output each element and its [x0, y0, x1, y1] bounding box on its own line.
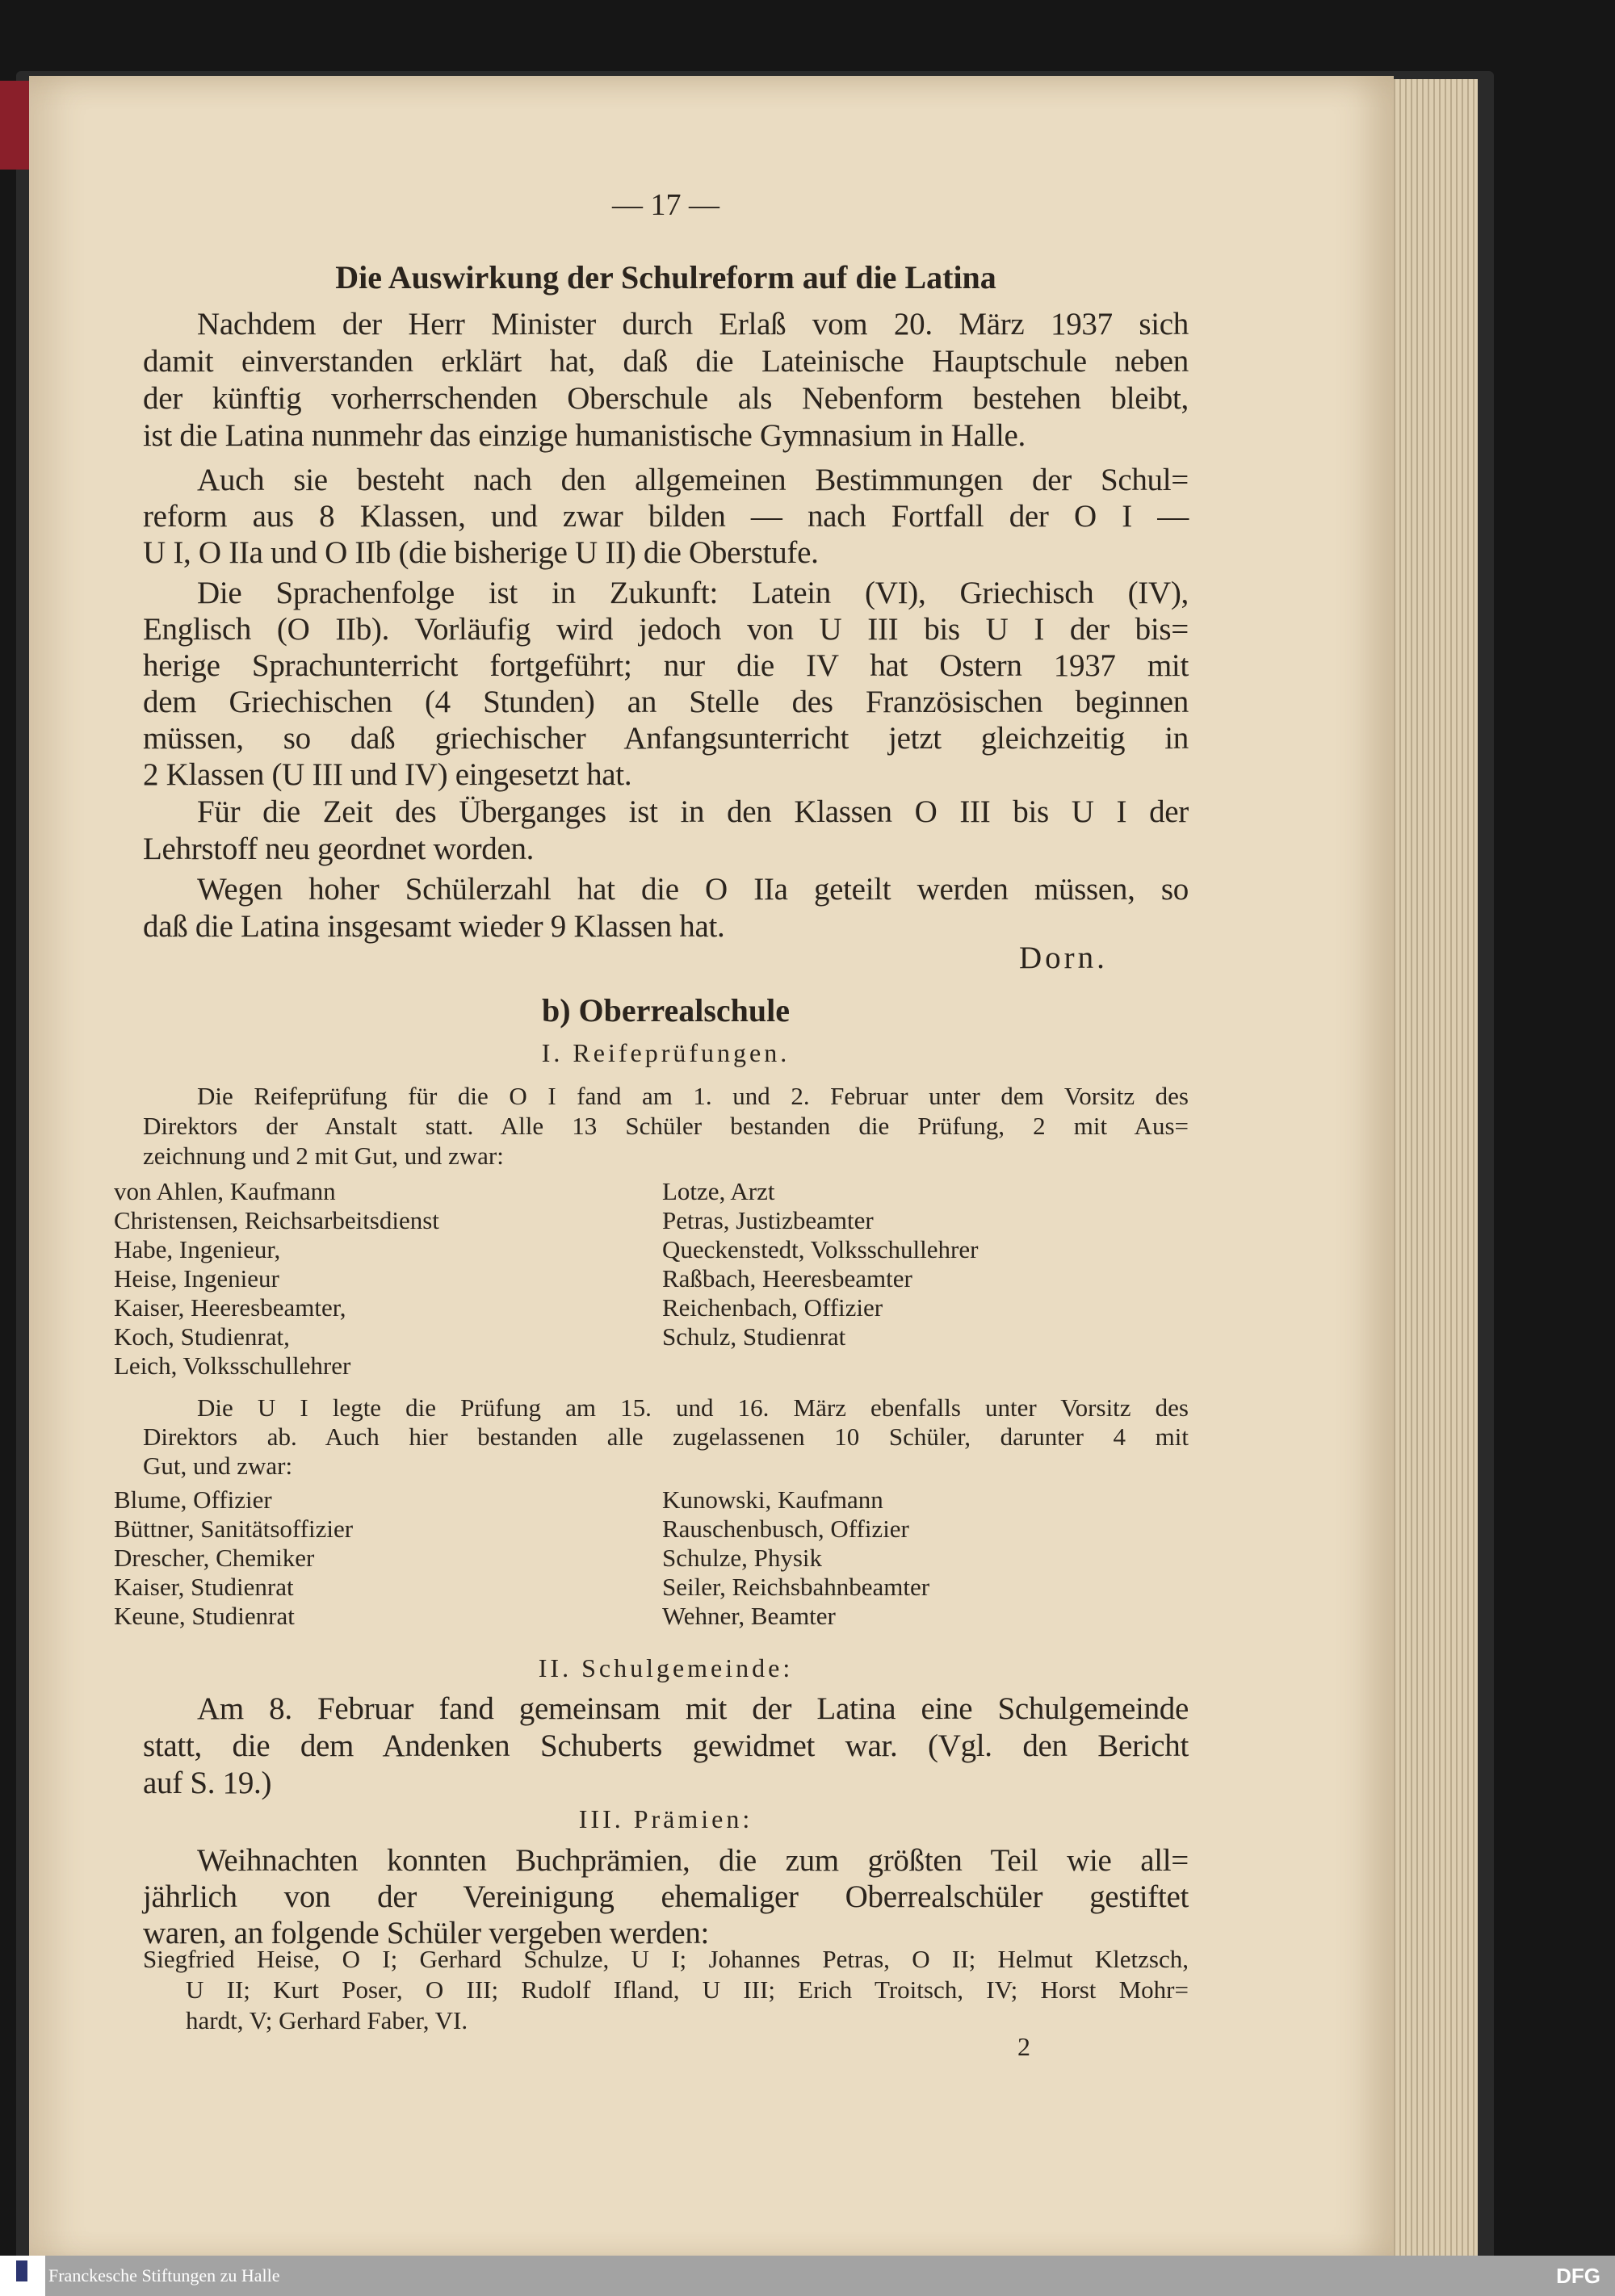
prize-list-line: hardt, V; Gerhard Faber, VI. [186, 2006, 468, 2034]
graduate-list-item: Reichenbach, Offizier [662, 1293, 883, 1322]
graduate-list-item: Koch, Studienrat, [114, 1322, 290, 1351]
prize-list-line: Siegfried Heise, O I; Gerhard Schulze, U I; Johannes Petras, O II; Helmut Kletzsch, [143, 1945, 1189, 1973]
paragraph-line: Für die Zeit des Überganges ist in den Klassen O III bis U I der [197, 794, 1189, 829]
graduate-list-item: Seiler, Reichsbahnbeamter [662, 1573, 930, 1601]
signature-mark: 2 [1017, 2032, 1030, 2061]
footer-bar [0, 2256, 1615, 2296]
graduate-list-item: Wehner, Beamter [662, 1602, 836, 1630]
paragraph-line: Weihnachten konnten Buchprämien, die zum größten Teil wie all= [197, 1843, 1189, 1878]
small-paragraph-line: zeichnung und 2 mit Gut, und zwar: [143, 1142, 504, 1170]
graduate-list-item: Schulz, Studienrat [662, 1322, 846, 1351]
graduate-list-item: Christensen, Reichsarbeitsdienst [114, 1206, 439, 1234]
paragraph-line: Englisch (O IIb). Vorläufig wird jedoch von U III bis U I der bis= [143, 612, 1189, 647]
book-page [29, 76, 1394, 2265]
paragraph-line: Lehrstoff neu geordnet worden. [143, 832, 535, 866]
graduate-list-item: Drescher, Chemiker [114, 1544, 315, 1572]
paragraph-line: ist die Latina nunmehr das einzige humanistische Gymnasium in Halle. [143, 418, 1026, 453]
graduate-list-item: Lotze, Arzt [662, 1177, 775, 1205]
graduate-list-item: Blume, Offizier [114, 1485, 272, 1514]
institution-name: Franckesche Stiftungen zu Halle [48, 2265, 280, 2286]
small-paragraph-line: Die U I legte die Prüfung am 15. und 16. März ebenfalls unter Vorsitz des [197, 1393, 1189, 1422]
paragraph-line: 2 Klassen (U III und IV) eingesetzt hat. [143, 757, 632, 792]
paragraph-line: dem Griechischen (4 Stunden) an Stelle des Französischen beginnen [143, 685, 1189, 719]
paragraph-line: herige Sprachunterricht fortgeführt; nur die IV hat Ostern 1937 mit [143, 648, 1189, 683]
section-heading: b) Oberrealschule [541, 992, 790, 1029]
small-paragraph-line: Gut, und zwar: [143, 1452, 293, 1480]
paragraph-line: Die Sprachenfolge ist in Zukunft: Latein (VI), Griechisch (IV), [197, 576, 1189, 610]
subheading-praemien: III. Prämien: [578, 1804, 753, 1833]
graduate-list-item: Büttner, Sanitätsoffizier [114, 1515, 354, 1543]
paragraph-line: waren, an folgende Schüler vergeben werden: [143, 1916, 710, 1950]
paragraph-line: damit einverstanden erklärt hat, daß die Lateinische Hauptschule neben [143, 344, 1189, 379]
institution-logo-icon [0, 2256, 45, 2296]
small-paragraph-line: Direktors ab. Auch hier bestanden alle zugelassenen 10 Schüler, darunter 4 mit [143, 1422, 1189, 1451]
paragraph-line: Wegen hoher Schülerzahl hat die O IIa geteilt werden müssen, so [197, 872, 1189, 907]
small-paragraph-line: Direktors der Anstalt statt. Alle 13 Schüler bestanden die Prüfung, 2 mit Aus= [143, 1112, 1189, 1140]
page-number: — 17 — [612, 188, 719, 222]
subheading-reifepruefungen: I. Reifeprüfungen. [541, 1038, 791, 1067]
paragraph-line: U I, O IIa und O IIb (die bisherige U II) die Oberstufe. [143, 535, 819, 570]
graduate-list-item: Kaiser, Heeresbeamter, [114, 1293, 346, 1322]
graduate-list-item: Petras, Justizbeamter [662, 1206, 874, 1234]
graduate-list-item: Raßbach, Heeresbeamter [662, 1264, 912, 1293]
paragraph-line: der künftig vorherrschenden Oberschule als Nebenform bestehen bleibt, [143, 381, 1189, 416]
graduate-list-item: Queckenstedt, Volksschullehrer [662, 1235, 979, 1263]
graduate-list-item: Habe, Ingenieur, [114, 1235, 281, 1263]
bookmark-ribbon [0, 81, 29, 170]
graduate-list-item: Rauschenbusch, Offizier [662, 1515, 909, 1543]
paragraph-line: statt, die dem Andenken Schuberts gewidmet war. (Vgl. den Bericht [143, 1728, 1189, 1763]
graduate-list-item: Heise, Ingenieur [114, 1264, 279, 1293]
graduate-list-item: von Ahlen, Kaufmann [114, 1177, 336, 1205]
graduate-list-item: Kunowski, Kaufmann [662, 1485, 883, 1514]
subheading-schulgemeinde: II. Schulgemeinde: [538, 1653, 794, 1682]
graduate-list-item: Keune, Studienrat [114, 1602, 295, 1630]
paragraph-line: Auch sie besteht nach den allgemeinen Bestimmungen der Schul= [197, 463, 1189, 497]
paragraph-line: jährlich von der Vereinigung ehemaliger Oberrealschüler gestiftet [143, 1879, 1189, 1914]
paragraph-line: daß die Latina insgesamt wieder 9 Klassen hat. [143, 909, 725, 944]
paragraph-line: reform aus 8 Klassen, und zwar bilden — nach Fortfall der O I — [143, 499, 1189, 534]
dfg-logo: DFG [1556, 2264, 1600, 2288]
article-title: Die Auswirkung der Schulreform auf die Latina [335, 259, 996, 295]
prize-list-line: U II; Kurt Poser, O III; Rudolf Ifland, U III; Erich Troitsch, IV; Horst Mohr= [186, 1975, 1189, 2004]
graduate-list-item: Schulze, Physik [662, 1544, 823, 1572]
paragraph-line: müssen, so daß griechischer Anfangsunterricht jetzt gleichzeitig in [143, 721, 1189, 756]
paragraph-line: Am 8. Februar fand gemeinsam mit der Latina eine Schulgemeinde [197, 1691, 1189, 1726]
signature: Dorn. [1019, 941, 1108, 975]
graduate-list-item: Leich, Volksschullehrer [114, 1351, 351, 1380]
paragraph-line: Nachdem der Herr Minister durch Erlaß vom 20. März 1937 sich [197, 307, 1189, 341]
paragraph-line: auf S. 19.) [143, 1766, 272, 1800]
graduate-list-item: Kaiser, Studienrat [114, 1573, 294, 1601]
small-paragraph-line: Die Reifeprüfung für die O I fand am 1. und 2. Februar unter dem Vorsitz des [197, 1082, 1189, 1110]
